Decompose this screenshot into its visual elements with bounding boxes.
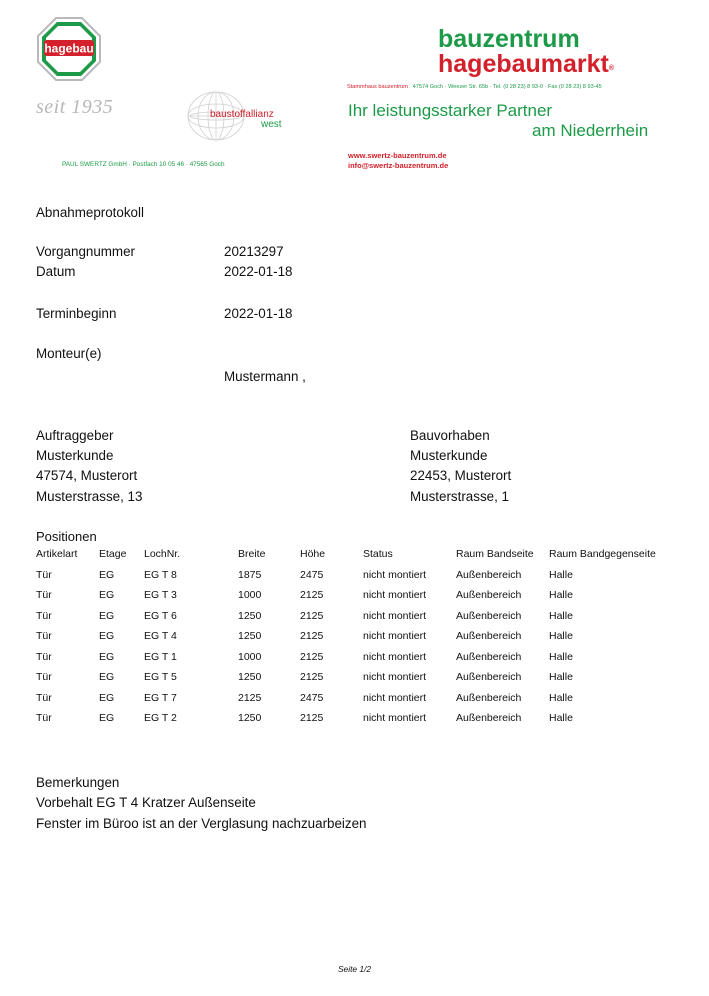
cell-raum-bandseite: Außenbereich xyxy=(456,691,522,704)
cell-status: nicht montiert xyxy=(363,568,427,581)
cell-etage: EG xyxy=(99,671,115,683)
cell-hoehe: 2125 xyxy=(300,650,324,663)
cell-raum-bandseite: Außenbereich xyxy=(456,568,522,581)
bemerkung-line-1: Vorbehalt EG T 4 Kratzer Außenseite xyxy=(36,795,256,810)
header-etage: Etage xyxy=(99,548,127,560)
cell-raum-bandseite: Außenbereich xyxy=(456,712,522,724)
cell-status: nicht montiert xyxy=(363,609,427,622)
auftraggeber-city: 47574, Musterort xyxy=(36,468,138,483)
header-raum-bandgegenseite: Raum Bandgegenseite xyxy=(549,548,656,560)
cell-raum-bandgegenseite: Halle xyxy=(549,712,573,724)
since-year: seit 1935 xyxy=(36,96,114,118)
monteur-value: Mustermann , xyxy=(224,369,306,384)
cell-hoehe: 2125 xyxy=(300,609,324,622)
cell-raum-bandseite: Außenbereich xyxy=(456,671,522,683)
brand-hagebaumarkt xyxy=(438,51,614,78)
cell-breite: 1250 xyxy=(238,712,262,724)
cell-raum-bandgegenseite: Halle xyxy=(549,691,573,704)
termin-label: Terminbeginn xyxy=(36,306,117,321)
cell-status: nicht montiert xyxy=(363,691,427,704)
cell-lochnr: EG T 7 xyxy=(144,691,177,704)
cell-breite: 1250 xyxy=(238,630,262,642)
stammhaus-label: Stammhaus bauzentrum xyxy=(347,84,408,90)
cell-status: nicht montiert xyxy=(363,650,427,663)
cell-raum-bandgegenseite: Halle xyxy=(549,650,573,663)
monteur-label: Monteur(e) xyxy=(36,346,102,361)
bemerkungen-label: Bemerkungen xyxy=(36,775,120,790)
cell-breite: 1875 xyxy=(238,568,262,581)
cell-artikelart: Tür xyxy=(36,712,52,724)
header-breite: Breite xyxy=(238,548,266,560)
cell-lochnr: EG T 2 xyxy=(144,712,177,724)
company-address-line: PAUL SWERTZ GmbH · Postfach 10 05 46 · 47565 Goch xyxy=(62,161,225,168)
website-link[interactable]: www.swertz-bauzentrum.de xyxy=(348,151,447,160)
cell-lochnr: EG T 4 xyxy=(144,630,177,642)
datum-label: Datum xyxy=(36,264,76,279)
bemerkung-line-2: Fenster im Büroo ist an der Verglasung nachzuarbeizen xyxy=(36,816,367,831)
table-row xyxy=(36,651,679,672)
bauvorhaben-city: 22453, Musterort xyxy=(410,468,512,483)
positionen-table xyxy=(36,548,679,733)
vorgang-value: 20213297 xyxy=(224,244,284,259)
cell-etage: EG xyxy=(99,568,115,581)
cell-hoehe: 2125 xyxy=(300,589,324,601)
document-title: Abnahmeprotokoll xyxy=(36,205,144,220)
cell-artikelart: Tür xyxy=(36,568,52,581)
table-row xyxy=(36,712,679,733)
auftraggeber-label: Auftraggeber xyxy=(36,428,114,443)
cell-raum-bandseite: Außenbereich xyxy=(456,609,522,622)
brand-bauzentrum: bauzentrum xyxy=(438,25,580,53)
bauvorhaben-name: Musterkunde xyxy=(410,448,488,463)
cell-raum-bandgegenseite: Halle xyxy=(549,630,573,642)
allianz-region: west xyxy=(261,119,282,130)
cell-hoehe: 2125 xyxy=(300,630,324,642)
cell-artikelart: Tür xyxy=(36,609,52,622)
table-header-row xyxy=(36,548,679,569)
cell-hoehe: 2475 xyxy=(300,568,324,581)
cell-raum-bandgegenseite: Halle xyxy=(549,671,573,683)
cell-status: nicht montiert xyxy=(363,671,427,683)
cell-lochnr: EG T 6 xyxy=(144,609,177,622)
cell-raum-bandgegenseite: Halle xyxy=(549,568,573,581)
header-status: Status xyxy=(363,548,393,560)
cell-artikelart: Tür xyxy=(36,650,52,663)
email-link[interactable]: info@swertz-bauzentrum.de xyxy=(348,161,449,170)
header-hoehe: Höhe xyxy=(300,548,326,560)
bauvorhaben-street: Musterstrasse, 1 xyxy=(410,489,509,504)
contact-details: 47574 Goch · Weezer Str. 65b · Tel. (0 28 23) 8 93-0 · Fax (0 28 23) 8 93-45 xyxy=(412,84,602,90)
cell-raum-bandseite: Außenbereich xyxy=(456,650,522,663)
cell-artikelart: Tür xyxy=(36,691,52,704)
slogan-line1: Ihr leistungsstarker Partner xyxy=(348,101,553,120)
cell-breite: 1000 xyxy=(238,650,262,663)
cell-etage: EG xyxy=(99,691,115,704)
cell-etage: EG xyxy=(99,630,115,642)
cell-breite: 2125 xyxy=(238,691,262,704)
cell-raum-bandgegenseite: Halle xyxy=(549,609,573,622)
header-raum-bandseite: Raum Bandseite xyxy=(456,548,534,560)
cell-raum-bandgegenseite: Halle xyxy=(549,589,573,601)
cell-etage: EG xyxy=(99,589,115,601)
company-contact-line xyxy=(347,84,602,90)
cell-lochnr: EG T 3 xyxy=(144,589,177,601)
datum-value: 2022-01-18 xyxy=(224,264,293,279)
cell-artikelart: Tür xyxy=(36,589,52,601)
table-row xyxy=(36,610,679,631)
auftraggeber-name: Musterkunde xyxy=(36,448,114,463)
vorgang-label: Vorgangnummer xyxy=(36,244,135,259)
table-row xyxy=(36,692,679,713)
bauvorhaben-label: Bauvorhaben xyxy=(410,428,490,443)
hagebau-logo xyxy=(36,16,102,82)
cell-raum-bandseite: Außenbereich xyxy=(456,630,522,642)
table-row xyxy=(36,569,679,590)
cell-etage: EG xyxy=(99,650,115,663)
cell-raum-bandseite: Außenbereich xyxy=(456,589,522,601)
cell-lochnr: EG T 5 xyxy=(144,671,177,683)
allianz-name: baustoffallianz xyxy=(210,109,274,120)
cell-breite: 1250 xyxy=(238,671,262,683)
positionen-title: Positionen xyxy=(36,529,97,544)
table-row xyxy=(36,671,679,692)
cell-artikelart: Tür xyxy=(36,630,52,642)
page-number: Seite 1/2 xyxy=(337,964,372,974)
header-artikelart: Artikelart xyxy=(36,548,78,560)
cell-breite: 1250 xyxy=(238,609,262,622)
table-row xyxy=(36,630,679,651)
header-lochnr: LochNr. xyxy=(144,548,181,560)
registered-mark: ® xyxy=(608,65,615,72)
slogan-line2: am Niederrhein xyxy=(532,121,649,140)
cell-artikelart: Tür xyxy=(36,671,52,683)
hagebau-logo-text: hagebau xyxy=(44,41,94,56)
cell-hoehe: 2125 xyxy=(300,712,324,724)
cell-lochnr: EG T 1 xyxy=(144,650,177,663)
cell-hoehe: 2125 xyxy=(300,671,324,683)
auftraggeber-street: Musterstrasse, 13 xyxy=(36,489,143,504)
termin-value: 2022-01-18 xyxy=(224,306,293,321)
cell-status: nicht montiert xyxy=(363,630,427,642)
brand-hagebaumarkt-text: hagebaumarkt xyxy=(438,50,609,78)
cell-breite: 1000 xyxy=(238,589,262,601)
cell-etage: EG xyxy=(99,609,115,622)
cell-hoehe: 2475 xyxy=(300,691,324,704)
cell-etage: EG xyxy=(99,712,115,724)
cell-status: nicht montiert xyxy=(363,712,427,724)
table-row xyxy=(36,589,679,610)
cell-lochnr: EG T 8 xyxy=(144,568,177,581)
cell-status: nicht montiert xyxy=(363,589,427,601)
